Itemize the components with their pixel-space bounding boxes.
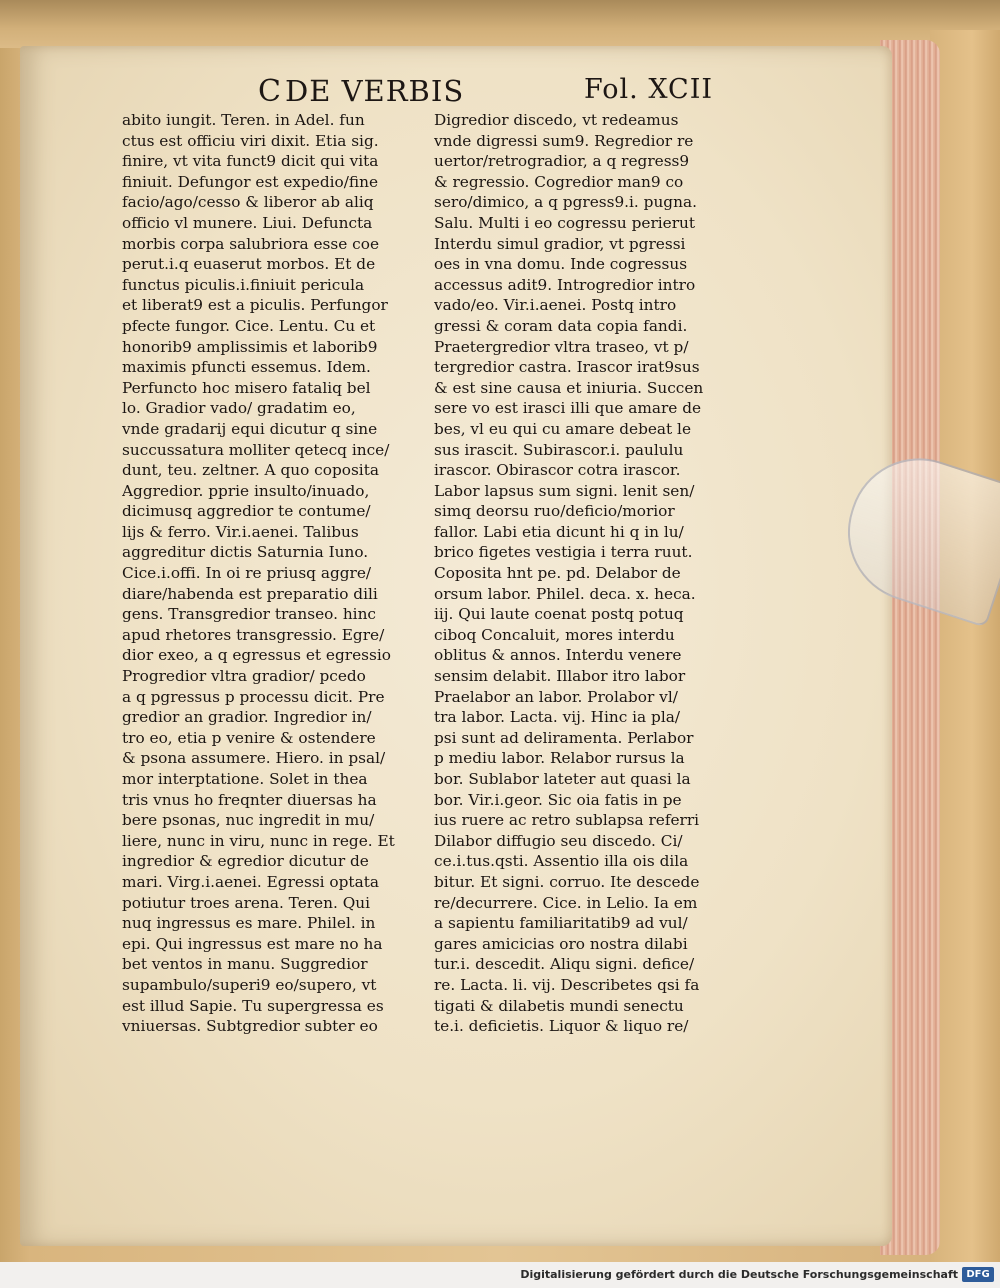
text-line: aggreditur dictis Saturnia Iuno. bbox=[122, 543, 369, 562]
text-line: oes in vna domu. Inde cogressus bbox=[434, 255, 688, 274]
text-line: nuq ingressus es mare. Philel. in bbox=[122, 914, 376, 933]
text-line: lo. Gradior vado/ gradatim eo, bbox=[122, 399, 356, 418]
text-line: Coposita hnt pe. pd. Delabor de bbox=[434, 564, 681, 583]
book-cover-top bbox=[0, 0, 1000, 48]
text-line: finiuit. Defungor est expedio/fine bbox=[122, 172, 379, 191]
text-line: vnde digressi sum9. Regredior re bbox=[434, 131, 694, 150]
text-line: Cice.i.offi. In oi re priusq aggre/ bbox=[122, 564, 372, 583]
text-line: orsum labor. Philel. deca. x. heca. bbox=[434, 584, 696, 603]
text-line: Praelabor an labor. Prolabor vl/ bbox=[434, 687, 678, 706]
text-line: diare/habenda est preparatio dili bbox=[122, 584, 378, 603]
text-column-left bbox=[122, 110, 432, 1037]
pilcrow-mark: C bbox=[258, 74, 282, 109]
text-line: ius ruere ac retro sublapsa referri bbox=[434, 811, 700, 830]
running-head-text: DE VERBIS bbox=[284, 74, 465, 108]
text-line: est illud Sapie. Tu supergressa es bbox=[122, 996, 384, 1015]
text-line: potiutur troes arena. Teren. Qui bbox=[122, 893, 370, 912]
text-line: a sapientu familiaritatib9 ad vul/ bbox=[434, 914, 688, 933]
text-line: Labor lapsus sum signi. lenit sen/ bbox=[434, 481, 695, 500]
text-line: a q pgressus p processu dicit. Pre bbox=[122, 687, 385, 706]
text-line: functus piculis.i.finiuit pericula bbox=[122, 275, 365, 294]
text-line: maximis pfuncti essemus. Idem. bbox=[122, 358, 371, 377]
text-line: tra labor. Lacta. vij. Hinc ia pla/ bbox=[434, 708, 680, 727]
text-line: dicimusq aggredior te contume/ bbox=[122, 502, 371, 521]
text-line: psi sunt ad deliramenta. Perlabor bbox=[434, 728, 694, 747]
text-line: re/decurrere. Cice. in Lelio. Ia em bbox=[434, 893, 698, 912]
text-line: oblitus & annos. Interdu venere bbox=[434, 646, 682, 665]
text-line: Dilabor diffugio seu discedo. Ci/ bbox=[434, 831, 683, 850]
text-line: re. Lacta. li. vij. Describetes qsi fa bbox=[434, 975, 700, 994]
text-line: Perfuncto hoc misero fataliq bel bbox=[122, 378, 371, 397]
text-line: pfecte fungor. Cice. Lentu. Cu et bbox=[122, 316, 376, 335]
text-line: sensim delabit. Illabor itro labor bbox=[434, 667, 686, 686]
text-line: liere, nunc in viru, nunc in rege. Et bbox=[122, 831, 395, 850]
text-line: iij. Qui laute coenat postq potuq bbox=[434, 605, 684, 624]
text-line: p mediu labor. Relabor rursus la bbox=[434, 749, 685, 768]
text-line: fallor. Labi etia dicunt hi q in lu/ bbox=[434, 522, 684, 541]
text-line: dior exeo, a q egressus et egressio bbox=[122, 646, 391, 665]
text-line: dunt, teu. zeltner. A quo coposita bbox=[122, 461, 379, 480]
text-line: Digredior discedo, vt redeamus bbox=[434, 111, 679, 129]
text-line: Progredior vltra gradior/ pcedo bbox=[122, 667, 366, 686]
text-line: epi. Qui ingressus est mare no ha bbox=[122, 934, 383, 953]
text-line: tro eo, etia p venire & ostendere bbox=[122, 728, 376, 747]
text-line: bere psonas, nuc ingredit in mu/ bbox=[122, 811, 375, 830]
text-line: sere vo est irasci illi que amare de bbox=[434, 399, 702, 418]
text-line: gressi & coram data copia fandi. bbox=[434, 316, 688, 335]
footer-bar bbox=[0, 1262, 1000, 1288]
text-line: Salu. Multi i eo cogressu perierut bbox=[434, 213, 696, 232]
text-line: brico figetes vestigia i terra ruut. bbox=[434, 543, 693, 562]
text-line: mor interptatione. Solet in thea bbox=[122, 770, 368, 788]
text-line: tris vnus ho freqnter diuersas ha bbox=[122, 790, 377, 809]
text-line: Aggredior. pprie insulto/inuado, bbox=[122, 481, 370, 500]
text-line: & psona assumere. Hiero. in psal/ bbox=[122, 749, 386, 768]
text-line: abito iungit. Teren. in Adel. fun bbox=[122, 111, 365, 129]
text-line: ctus est officiu viri dixit. Etia sig. bbox=[122, 131, 379, 150]
text-line: vnde gradarij equi dicutur q sine bbox=[122, 419, 378, 438]
text-line: sero/dimico, a q pgress9.i. pugna. bbox=[434, 193, 697, 212]
text-line: vniuersas. Subtgredior subter eo bbox=[122, 1017, 378, 1036]
text-line: bet ventos in manu. Suggredior bbox=[122, 955, 368, 974]
text-line: accessus adit9. Introgredior intro bbox=[434, 275, 696, 294]
text-line: et liberat9 est a piculis. Perfungor bbox=[122, 296, 388, 315]
folio-number: Fol. XCII bbox=[584, 74, 714, 105]
text-line: simq deorsu ruo/deficio/morior bbox=[434, 502, 675, 521]
text-line: bitur. Et signi. corruo. Ite descede bbox=[434, 872, 700, 891]
text-line: succussatura molliter qetecq ince/ bbox=[122, 440, 390, 459]
text-line: lijs & ferro. Vir.i.aenei. Talibus bbox=[122, 522, 359, 541]
text-line: bor. Sublabor lateter aut quasi la bbox=[434, 770, 691, 788]
text-line: gredior an gradior. Ingredior in/ bbox=[122, 708, 372, 727]
running-head bbox=[258, 74, 464, 109]
text-line: gares amicicias oro nostra dilabi bbox=[434, 934, 688, 953]
text-line: ciboq Concaluit, mores interdu bbox=[434, 625, 675, 644]
text-line: & est sine causa et iniuria. Succen bbox=[434, 378, 704, 397]
text-line: perut.i.q euaserut morbos. Et de bbox=[122, 255, 376, 274]
text-line: tigati & dilabetis mundi senectu bbox=[434, 996, 684, 1015]
text-line: tur.i. descedit. Aliqu signi. defice/ bbox=[434, 955, 695, 974]
text-line: apud rhetores transgressio. Egre/ bbox=[122, 625, 385, 644]
text-line: sus irascit. Subirascor.i. paululu bbox=[434, 440, 684, 459]
text-line: vado/eo. Vir.i.aenei. Postq intro bbox=[434, 296, 677, 315]
text-line: ingredior & egredior dicutur de bbox=[122, 852, 369, 871]
text-line: irascor. Obirascor cotra irascor. bbox=[434, 461, 681, 480]
text-line: morbis corpa salubriora esse coe bbox=[122, 234, 379, 253]
text-line: bor. Vir.i.geor. Sic oia fatis in pe bbox=[434, 790, 682, 809]
book-cover-right bbox=[930, 30, 1000, 1262]
footer-credit: Digitalisierung gefördert durch die Deutsche Forschungsgemeinschaft bbox=[520, 1268, 958, 1281]
text-line: facio/ago/cesso & liberor ab aliq bbox=[122, 193, 374, 212]
text-line: gens. Transgredior transeo. hinc bbox=[122, 605, 376, 624]
text-line: tergredior castra. Irascor irat9sus bbox=[434, 358, 700, 377]
text-line: officio vl munere. Liui. Defuncta bbox=[122, 213, 373, 232]
text-line: bes, vl eu qui cu amare debeat le bbox=[434, 419, 691, 438]
text-line: mari. Virg.i.aenei. Egressi optata bbox=[122, 872, 379, 891]
text-line: supambulo/superi9 eo/supero, vt bbox=[122, 975, 377, 994]
text-line: Interdu simul gradior, vt pgressi bbox=[434, 234, 686, 253]
text-line: uertor/retrogradior, a q regress9 bbox=[434, 152, 690, 171]
text-line: Praetergredior vltra traseo, vt p/ bbox=[434, 337, 689, 356]
text-line: finire, vt vita funct9 dicit qui vita bbox=[122, 152, 379, 171]
dfg-logo: DFG bbox=[962, 1267, 994, 1282]
text-line: te.i. deficietis. Liquor & liquo re/ bbox=[434, 1017, 689, 1036]
text-line: honorib9 amplissimis et laborib9 bbox=[122, 337, 378, 356]
text-column-right bbox=[434, 110, 744, 1037]
text-line: & regressio. Cogredior man9 co bbox=[434, 172, 684, 191]
text-line: ce.i.tus.qsti. Assentio illa ois dila bbox=[434, 852, 689, 871]
